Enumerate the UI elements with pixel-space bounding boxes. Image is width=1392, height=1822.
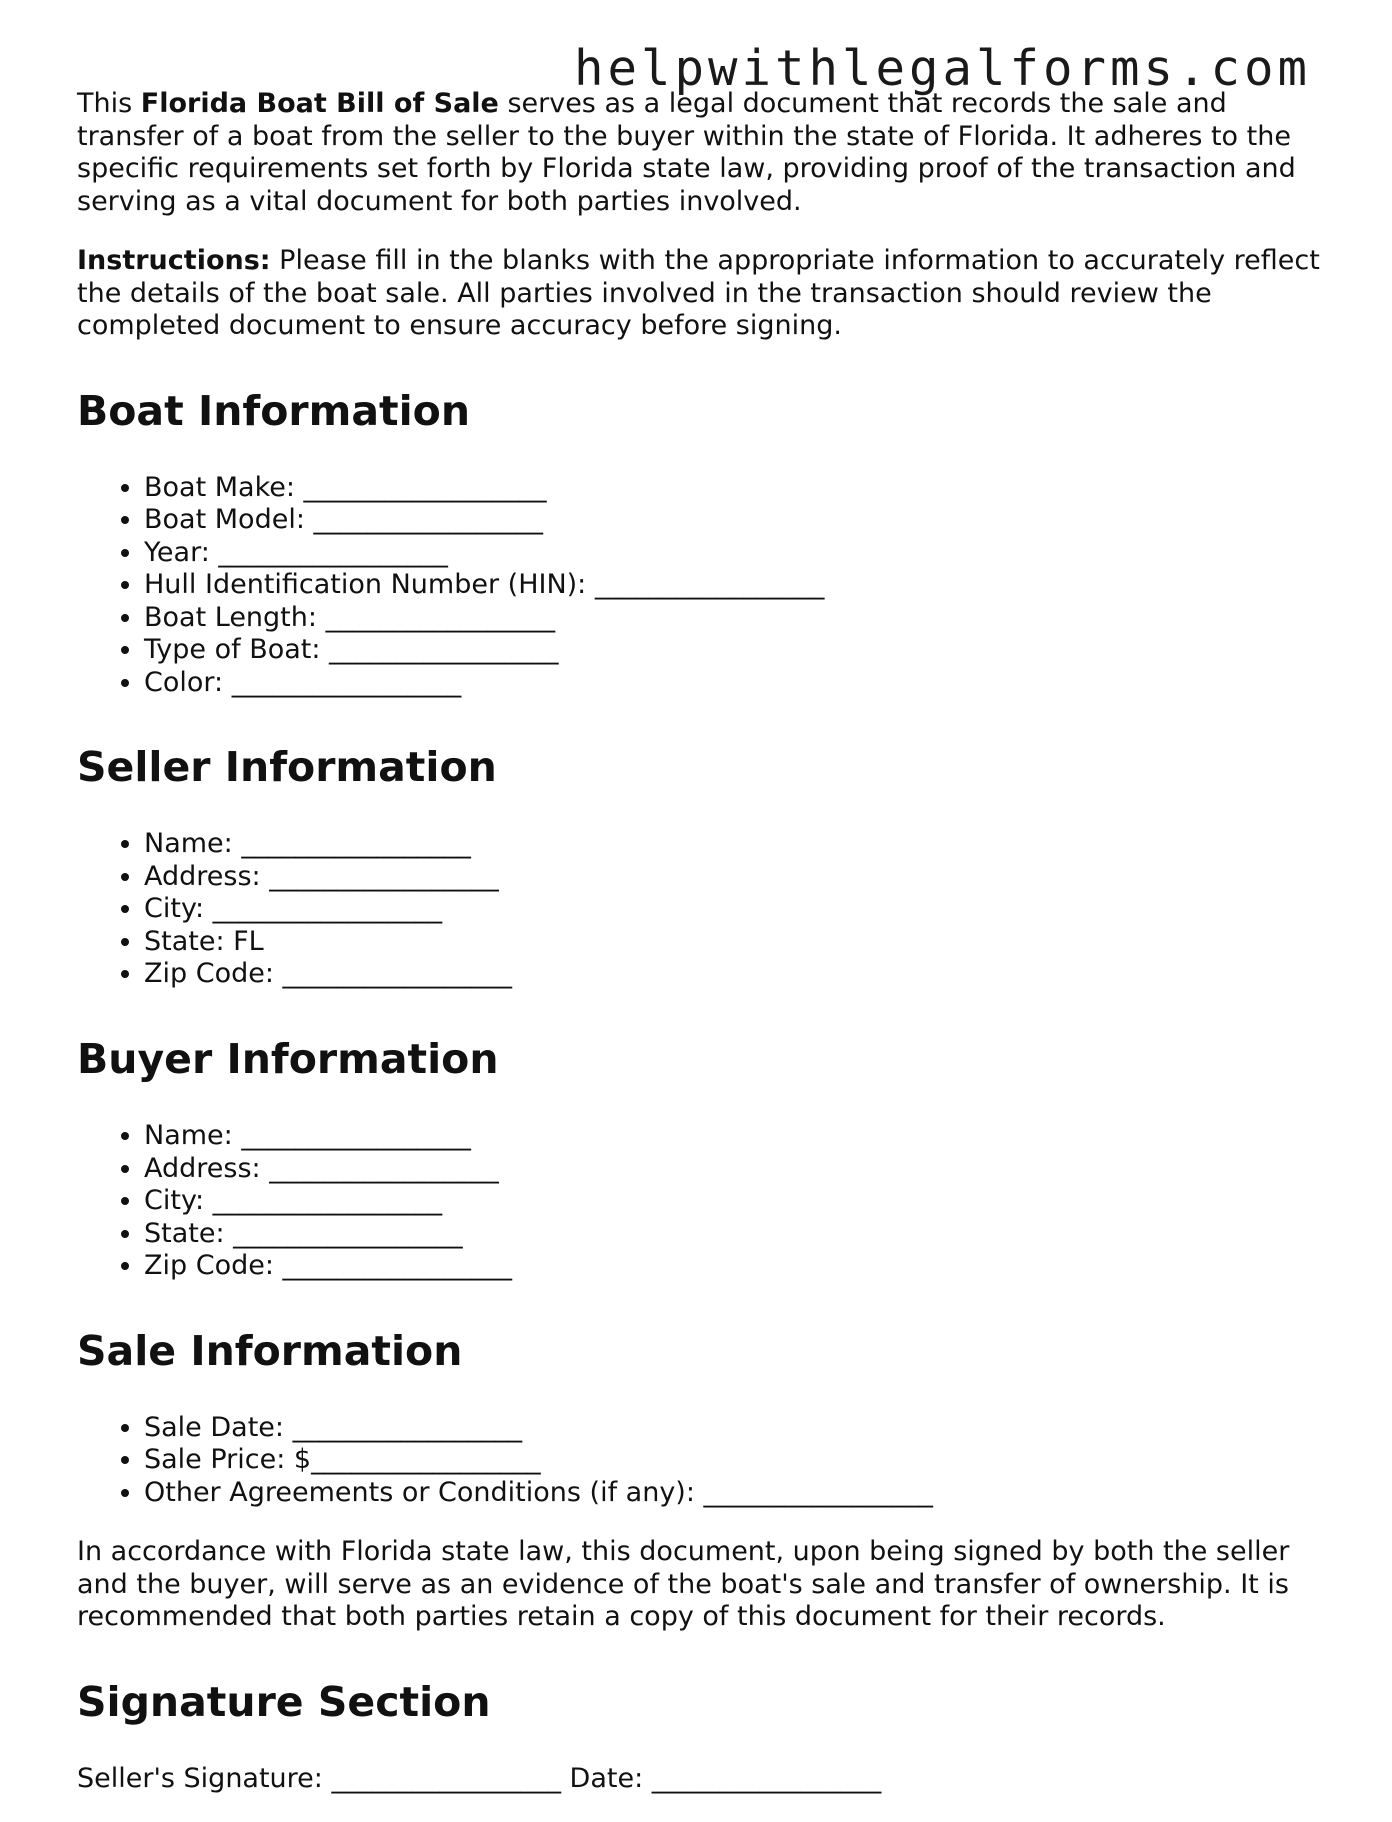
- seller-state-value: • State: FL: [144, 926, 1327, 959]
- boat-color-field[interactable]: • Color: _________________: [144, 667, 1327, 700]
- buyer-information-list: [77, 1120, 1327, 1283]
- intro-prefix: This: [77, 88, 141, 119]
- buyer-city-field[interactable]: • City: _________________: [144, 1185, 1327, 1218]
- buyer-zip-field[interactable]: • Zip Code: _________________: [144, 1250, 1327, 1283]
- intro-text: serves as a legal document that records the sale and transfer of a boat from the seller to the buyer within the state of Florida. It adheres to the specific requirements set forth by Florida state law, providing proof of the transaction and serving as a vital document for both parties involved.: [77, 88, 1296, 217]
- instructions-text: Please fill in the blanks with the appropriate information to accurately reflect the details of the boat sale. All parties involved in the transaction should review the completed document to ensure accuracy before signing.: [77, 245, 1320, 341]
- seller-information-heading: Seller Information: [77, 743, 497, 792]
- sale-price-field[interactable]: • Sale Price: $_________________: [144, 1444, 1327, 1477]
- boat-information-list: [77, 472, 1327, 700]
- seller-name-field[interactable]: • Name: _________________: [144, 828, 1327, 861]
- buyer-address-field[interactable]: • Address: _________________: [144, 1153, 1327, 1186]
- buyer-state-field[interactable]: • State: _________________: [144, 1218, 1327, 1251]
- intro-title: Florida Boat Bill of Sale: [140, 88, 499, 119]
- signature-section-heading: Signature Section: [77, 1677, 491, 1726]
- closing-paragraph: In accordance with Florida state law, this document, upon being signed by both the seller and the buyer, will serve as an evidence of the boat's sale and transfer of ownership. It is recommended that both parties retain a copy of this document for their records.: [77, 1536, 1290, 1633]
- seller-signature-line[interactable]: Seller's Signature: _________________ Date: _________________: [77, 1762, 882, 1794]
- sale-information-heading: Sale Information: [77, 1326, 463, 1375]
- watermark-text: helpwithlegalforms.com: [574, 40, 1312, 97]
- sale-conditions-field[interactable]: • Other Agreements or Conditions (if any): _________________: [144, 1477, 1327, 1510]
- boat-type-field[interactable]: • Type of Boat: _________________: [144, 634, 1327, 667]
- seller-city-field[interactable]: • City: _________________: [144, 893, 1327, 926]
- sale-information-list: [77, 1412, 1327, 1510]
- boat-year-field[interactable]: • Year: _________________: [144, 537, 1327, 570]
- seller-address-field[interactable]: • Address: _________________: [144, 861, 1327, 894]
- buyer-information-heading: Buyer Information: [77, 1034, 499, 1083]
- seller-information-list: [77, 828, 1327, 991]
- instructions-paragraph: [77, 245, 1327, 343]
- intro-paragraph: [77, 88, 1327, 218]
- instructions-label: Instructions:: [77, 245, 271, 276]
- sale-date-field[interactable]: • Sale Date: _________________: [144, 1412, 1327, 1445]
- boat-model-field[interactable]: • Boat Model: _________________: [144, 504, 1327, 537]
- boat-information-heading: Boat Information: [77, 386, 471, 435]
- document-body: [77, 88, 1327, 1822]
- boat-hin-field[interactable]: • Hull Identification Number (HIN): _________________: [144, 569, 1327, 602]
- seller-zip-field[interactable]: • Zip Code: _________________: [144, 958, 1327, 991]
- boat-make-field[interactable]: • Boat Make: __________________: [144, 472, 1327, 505]
- boat-length-field[interactable]: • Boat Length: _________________: [144, 602, 1327, 635]
- buyer-name-field[interactable]: • Name: _________________: [144, 1120, 1327, 1153]
